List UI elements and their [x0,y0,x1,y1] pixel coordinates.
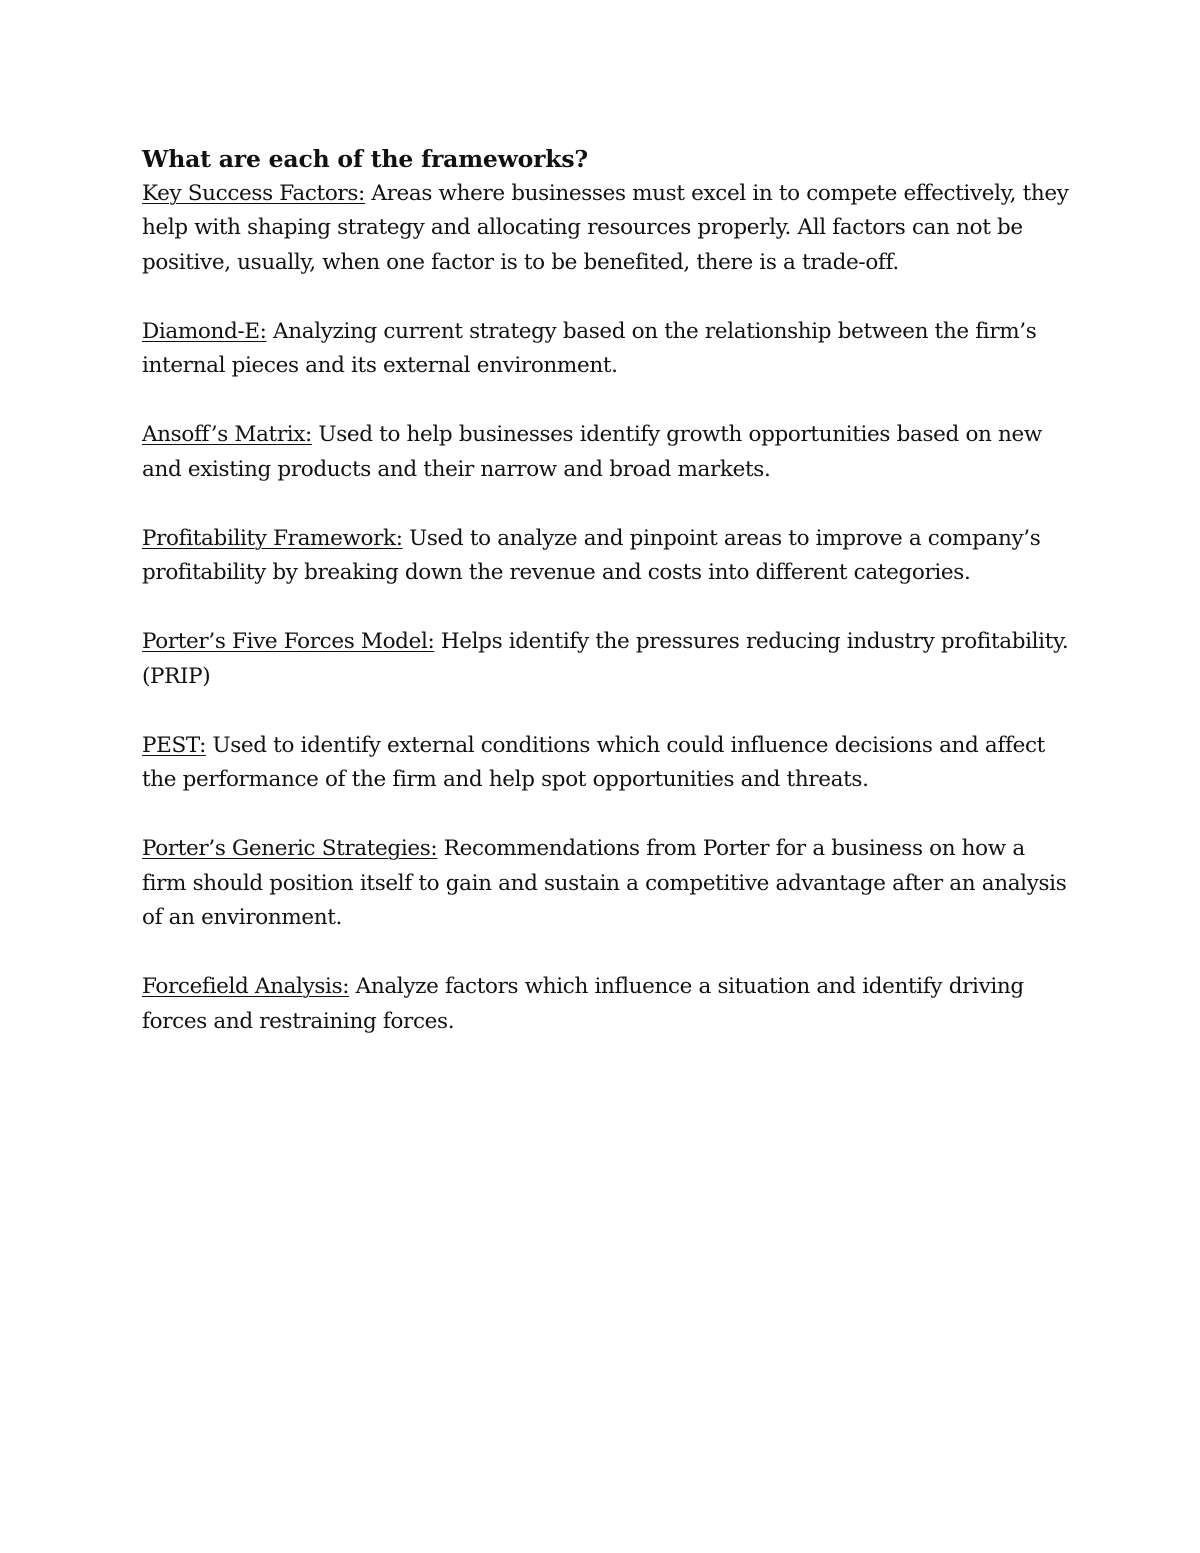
entry-term: PEST: [142,732,206,758]
entry-key-success-factors [142,177,1072,281]
entry-profitability-framework [142,522,1072,591]
entry-definition: Helps identify the pressures reducing industry profitability. (PRIP) [142,629,1069,689]
entry-definition: Analyze factors which influence a situation and identify driving forces and restraining forces. [142,974,1024,1034]
entry-definition: Analyzing current strategy based on the relationship between the firm’s internal pieces and its external environment. [142,318,1037,378]
document-content [142,142,1072,1074]
entry-term: Diamond-E: [142,318,267,344]
entry-definition: Areas where businesses must excel in to compete effectively, they help with shaping strategy and allocating resources properly. All factors can not be positive, usually, when one factor is to be benefited, there is a trade-off. [142,180,1069,275]
entry-term: Key Success Factors: [142,180,365,206]
entry-term: Profitability Framework: [142,525,403,551]
entry-definition: Used to analyze and pinpoint areas to improve a company’s profitability by breaking down the revenue and costs into different categories. [142,525,1041,585]
entry-term: Forcefield Analysis: [142,974,350,999]
entry-ansoffs-matrix [142,418,1072,487]
entry-forcefield-analysis [142,970,1072,1039]
entry-porters-five-forces [142,625,1072,694]
entry-definition: Used to help businesses identify growth opportunities based on new and existing products and their narrow and broad markets. [142,422,1042,482]
document-title: What are each of the frameworks? [142,145,588,173]
entry-term: Porter’s Five Forces Model: [142,629,435,654]
entry-pest [142,729,1072,798]
entry-porters-generic-strategies [142,832,1072,936]
entry-term: Ansoff’s Matrix: [142,422,312,447]
entry-definition: Recommendations from Porter for a business on how a firm should position itself to gain and sustain a competitive advantage after an analysis of an environment. [142,836,1067,930]
entry-term: Porter’s Generic Strategies: [142,836,438,861]
entry-definition: Used to identify external conditions which could influence decisions and affect the performance of the firm and help spot opportunities and threats. [142,732,1045,792]
entry-diamond-e [142,315,1072,384]
